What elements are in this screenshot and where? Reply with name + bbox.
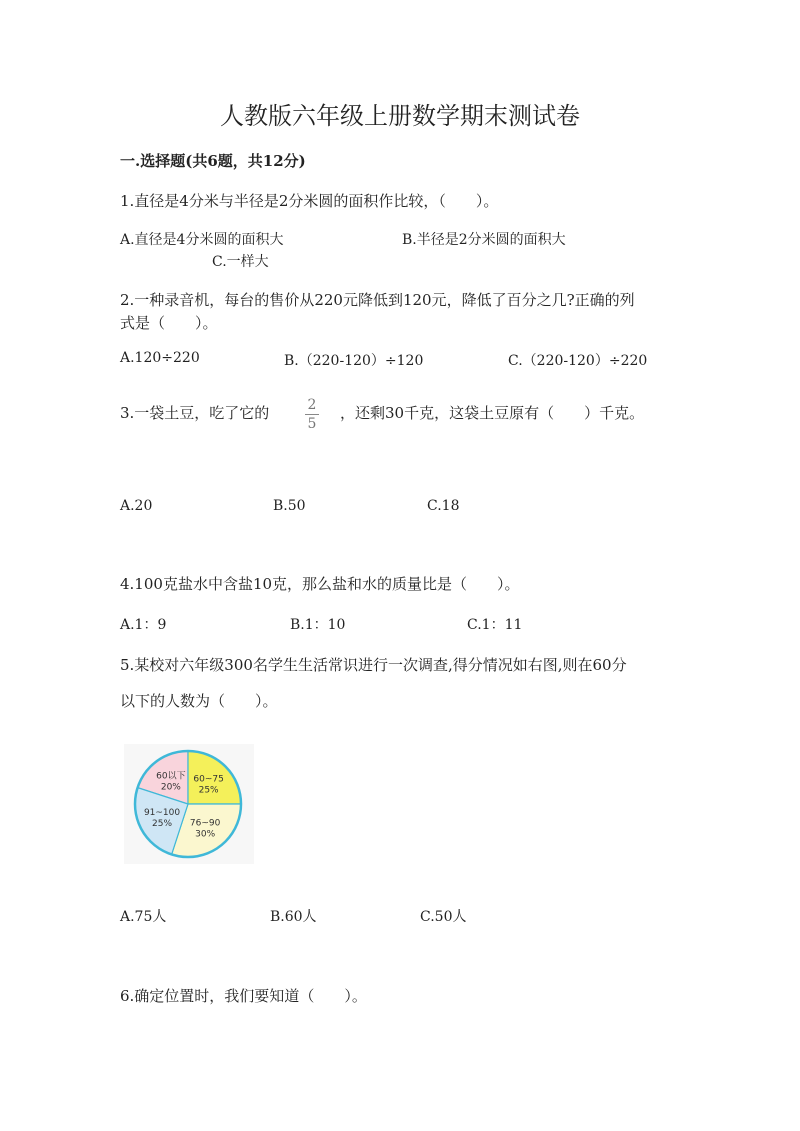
pie-slice-value: 20% bbox=[160, 782, 181, 793]
fraction-numerator: 2 bbox=[307, 397, 317, 413]
question-4-option-a[interactable]: A.1：9 bbox=[120, 617, 167, 633]
question-3-option-a[interactable]: A.20 bbox=[120, 498, 153, 514]
question-5-option-b[interactable]: B.60人 bbox=[270, 909, 317, 925]
question-2-stem-line-1: 2.一种录音机，每台的售价从220元降低到120元，降低了百分之几?正确的列 bbox=[120, 291, 635, 309]
pie-chart-figure bbox=[124, 744, 254, 864]
pie-slice-label: 60~75 bbox=[193, 774, 224, 785]
pie-slice-label: 76~90 bbox=[189, 818, 221, 829]
question-4-stem: 4.100克盐水中含盐10克，那么盐和水的质量比是（ ）。 bbox=[120, 575, 520, 593]
question-3-stem-after: ，还剩30千克，这袋土豆原有（ ）千克。 bbox=[340, 404, 645, 422]
page-title: 人教版六年级上册数学期末测试卷 bbox=[220, 102, 580, 130]
question-5-option-a[interactable]: A.75人 bbox=[120, 909, 167, 925]
question-2-option-c[interactable]: C.（220-120）÷220 bbox=[508, 353, 648, 369]
question-1-option-b[interactable]: B.半径是2分米圆的面积大 bbox=[402, 232, 566, 248]
question-1-option-c[interactable]: C.一样大 bbox=[212, 254, 269, 270]
question-5-option-c[interactable]: C.50人 bbox=[420, 909, 467, 925]
question-6-stem: 6.确定位置时，我们要知道（ ）。 bbox=[120, 987, 367, 1005]
pie-slice-value: 25% bbox=[198, 785, 219, 796]
fraction-bar bbox=[305, 414, 319, 415]
pie-slice-label: 60以下 bbox=[156, 771, 186, 782]
question-3-fraction bbox=[305, 398, 319, 431]
question-5-stem-line-1: 5.某校对六年级300名学生生活常识进行一次调查,得分情况如右图,则在60分 bbox=[120, 656, 627, 674]
question-1-stem: 1.直径是4分米与半径是2分米圆的面积作比较，（ ）。 bbox=[120, 192, 499, 210]
question-5-stem-line-2: 以下的人数为（ ）。 bbox=[120, 692, 278, 710]
fraction-denominator: 5 bbox=[307, 416, 317, 432]
pie-slice-value: 25% bbox=[152, 819, 173, 830]
section-heading: 一.选择题(共6题，共12分) bbox=[120, 152, 306, 170]
pie-slice-label: 91~100 bbox=[143, 808, 181, 819]
question-2-option-a[interactable]: A.120÷220 bbox=[120, 350, 200, 366]
question-2-option-b[interactable]: B.（220-120）÷120 bbox=[284, 353, 424, 369]
question-3-option-b[interactable]: B.50 bbox=[273, 498, 306, 514]
question-2-stem-line-2: 式是（ ）。 bbox=[120, 314, 218, 332]
pie-chart bbox=[124, 744, 254, 864]
question-4-option-b[interactable]: B.1：10 bbox=[290, 617, 346, 633]
pie-slice-value: 30% bbox=[195, 829, 216, 840]
question-3-stem-before: 3.一袋土豆，吃了它的 bbox=[120, 404, 270, 422]
question-1-option-a[interactable]: A.直径是4分米圆的面积大 bbox=[120, 232, 284, 248]
question-4-option-c[interactable]: C.1：11 bbox=[467, 617, 523, 633]
question-3-option-c[interactable]: C.18 bbox=[427, 498, 460, 514]
